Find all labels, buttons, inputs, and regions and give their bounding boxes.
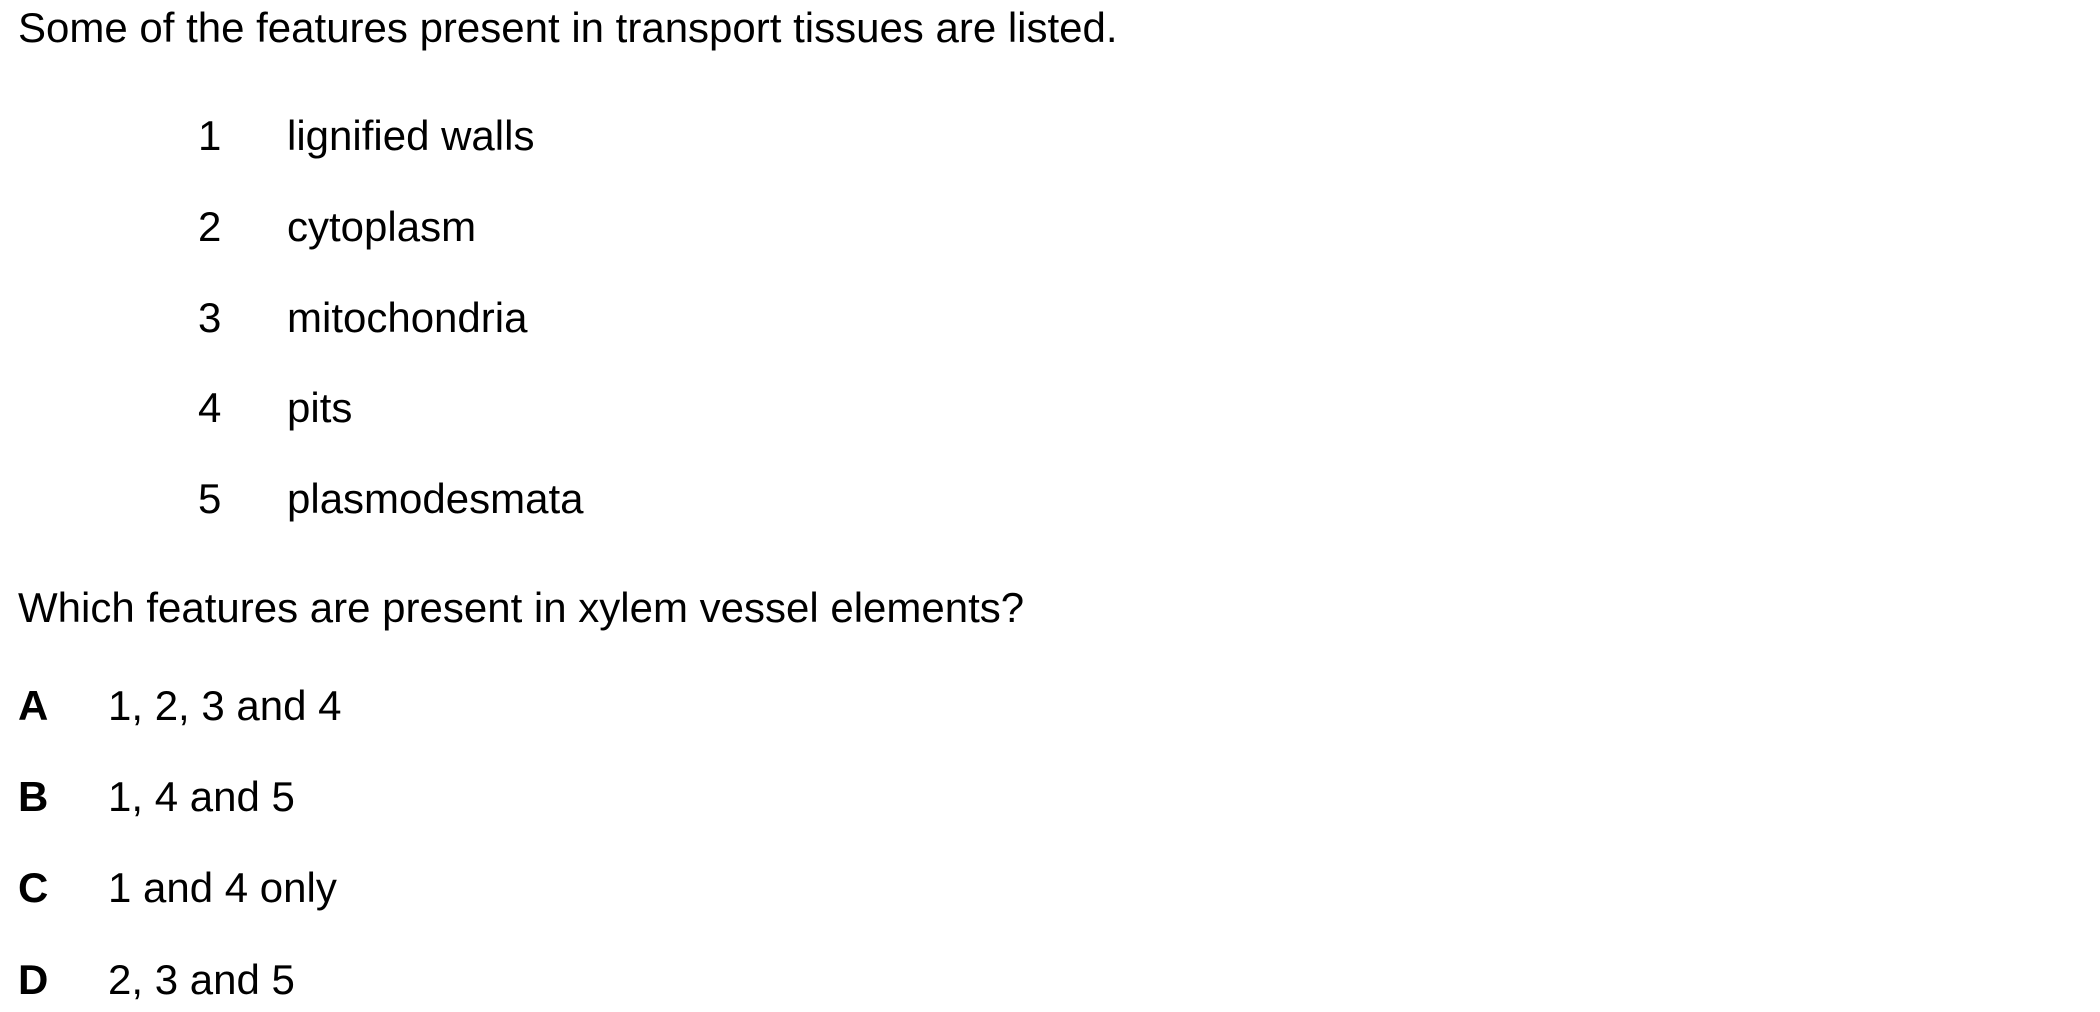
option-letter: A [18, 682, 49, 729]
option-letter: D [18, 956, 49, 1003]
answer-option-b[interactable] [0, 771, 420, 823]
option-text: 2, 3 and 5 [108, 956, 295, 1003]
feature-number: 4 [198, 384, 222, 431]
feature-number: 1 [198, 112, 222, 159]
answer-option-c[interactable] [0, 862, 420, 914]
feature-text: plasmodesmata [287, 475, 584, 522]
feature-text: pits [287, 384, 353, 431]
option-text: 1, 2, 3 and 4 [108, 682, 342, 729]
option-letter: C [18, 864, 49, 911]
feature-text: cytoplasm [287, 203, 477, 250]
feature-number: 2 [198, 203, 222, 250]
option-letter: B [18, 773, 49, 820]
answer-option-d[interactable] [0, 954, 420, 1006]
feature-text: mitochondria [287, 294, 528, 341]
option-text: 1 and 4 only [108, 864, 337, 911]
option-text: 1, 4 and 5 [108, 773, 295, 820]
intro-text: Some of the features present in transport tissues are listed. [18, 4, 1118, 51]
feature-text: lignified walls [287, 112, 535, 159]
feature-number: 3 [198, 294, 222, 341]
question-prompt: Which features are present in xylem vessel elements? [18, 584, 1025, 631]
answer-option-a[interactable] [0, 680, 420, 732]
feature-number: 5 [198, 475, 222, 522]
